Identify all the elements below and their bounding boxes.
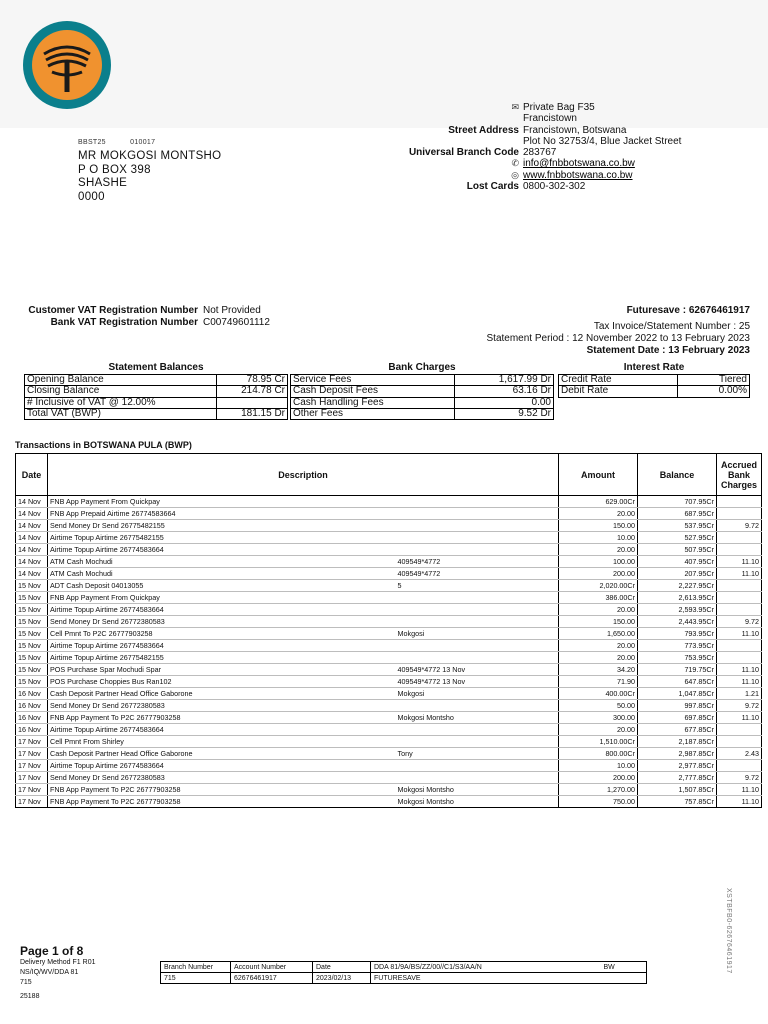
tx-description: Airtime Topup Airtime 26774583664 (48, 544, 396, 556)
tx-date: 16 Nov (16, 724, 48, 736)
tx-accrued-charges: 11.10 (717, 556, 762, 568)
tx-accrued-charges (717, 640, 762, 652)
tx-balance: 2,977.85Cr (638, 760, 717, 772)
footer-header-cell: Date (313, 962, 371, 973)
tx-reference: 5 (396, 580, 559, 592)
tx-reference (396, 724, 559, 736)
recipient-address (78, 150, 221, 204)
tx-amount: 10.00 (559, 532, 638, 544)
tx-amount: 71.90 (559, 676, 638, 688)
transaction-row (16, 772, 762, 784)
tx-amount: 750.00 (559, 796, 638, 808)
tx-accrued-charges (717, 532, 762, 544)
tx-amount: 300.00 (559, 712, 638, 724)
website-link[interactable]: www.fnbbotswana.co.bw (523, 169, 633, 181)
footer-value-cell: FUTURESAVE (371, 973, 601, 984)
tx-date: 16 Nov (16, 712, 48, 724)
tx-balance: 687.95Cr (638, 508, 717, 520)
tx-reference (396, 640, 559, 652)
statement-info (487, 305, 751, 357)
tx-reference: Mokgosi (396, 688, 559, 700)
tx-description: FNB App Payment To P2C 26777903258 (48, 712, 396, 724)
transaction-row (16, 736, 762, 748)
interest-label: Credit Rate (559, 375, 678, 386)
footer-value-cell: 62676461917 (231, 973, 313, 984)
tx-description: Airtime Topup Airtime 26775482155 (48, 652, 396, 664)
tx-description: ATM Cash Mochudi (48, 556, 396, 568)
tx-date: 15 Nov (16, 580, 48, 592)
balance-row (25, 397, 288, 408)
email-link[interactable]: info@fnbbotswana.co.bw (523, 158, 635, 170)
tx-reference (396, 772, 559, 784)
footer-value-cell: 715 (161, 973, 231, 984)
tx-accrued-charges (717, 760, 762, 772)
tx-reference (396, 604, 559, 616)
email-icon: ✆ (511, 158, 519, 169)
tx-description: FNB App Payment To P2C 26777903258 (48, 784, 396, 796)
transaction-row (16, 508, 762, 520)
interest-row (559, 375, 750, 386)
tx-balance: 719.75Cr (638, 664, 717, 676)
transaction-row (16, 520, 762, 532)
transaction-row (16, 544, 762, 556)
tx-description: Send Money Dr Send 26775482155 (48, 520, 396, 532)
footer-info (20, 958, 95, 1002)
tx-reference (396, 760, 559, 772)
tx-balance: 647.85Cr (638, 676, 717, 688)
tx-amount: 20.00 (559, 544, 638, 556)
street-address-line2: Plot No 32753/4, Blue Jacket Street (523, 135, 682, 147)
tx-reference: 409549*4772 (396, 556, 559, 568)
transaction-row (16, 592, 762, 604)
fnb-logo (22, 20, 112, 110)
tx-reference (396, 508, 559, 520)
footer-value-cell (601, 973, 647, 984)
tx-date: 14 Nov (16, 556, 48, 568)
tx-amount: 1,650.00 (559, 628, 638, 640)
balance-value: 78.95 Cr (217, 375, 288, 386)
branch-code-label: Universal Branch Code (408, 147, 519, 159)
page-number: Page 1 of 8 (20, 944, 84, 958)
balance-value: 181.15 Dr (217, 408, 288, 419)
tx-date: 15 Nov (16, 676, 48, 688)
transaction-row (16, 784, 762, 796)
transaction-row (16, 616, 762, 628)
tx-amount: 20.00 (559, 652, 638, 664)
tx-amount: 150.00 (559, 616, 638, 628)
street-address-label: Street Address (448, 124, 519, 136)
header-accrued-charges: Accrued Bank Charges (717, 454, 762, 496)
bank-vat-label: Bank VAT Registration Number (50, 317, 198, 328)
tx-date: 17 Nov (16, 760, 48, 772)
tx-accrued-charges (717, 652, 762, 664)
tx-amount: 1,270.00 (559, 784, 638, 796)
tx-balance: 407.95Cr (638, 556, 717, 568)
interest-rate-title: Interest Rate (623, 362, 685, 373)
tx-amount: 200.00 (559, 772, 638, 784)
header-description: Description (48, 454, 559, 496)
tx-accrued-charges: 9.72 (717, 772, 762, 784)
tx-amount: 150.00 (559, 520, 638, 532)
tx-balance: 527.95Cr (638, 532, 717, 544)
tx-amount: 800.00Cr (559, 748, 638, 760)
vat-registration (0, 305, 300, 329)
mailing-codes (78, 139, 177, 146)
transaction-row (16, 640, 762, 652)
tx-reference (396, 532, 559, 544)
tx-reference (396, 544, 559, 556)
tx-reference (396, 496, 559, 508)
delivery-method: Delivery Method F1 R01 (20, 959, 96, 966)
tx-balance: 537.95Cr (638, 520, 717, 532)
recipient-name: MR MOKGOSI MONTSHO (78, 150, 222, 162)
tx-accrued-charges: 11.10 (717, 568, 762, 580)
tx-date: 15 Nov (16, 652, 48, 664)
tx-amount: 34.20 (559, 664, 638, 676)
transactions-title: Transactions in BOTSWANA PULA (BWP) (15, 440, 192, 450)
tx-amount: 2,020.00Cr (559, 580, 638, 592)
tx-description: ADT Cash Deposit 04013055 (48, 580, 396, 592)
tx-accrued-charges: 11.10 (717, 784, 762, 796)
ns-code: NS/IQ/WV/DDA 81 (20, 969, 79, 976)
balance-value (217, 397, 288, 408)
interest-label: Debit Rate (559, 386, 678, 397)
charge-row (291, 408, 554, 419)
tx-description: Airtime Topup Airtime 26774583664 (48, 724, 396, 736)
mailing-code-2: 010017 (130, 139, 156, 146)
tx-date: 15 Nov (16, 604, 48, 616)
statement-date: Statement Date : 13 February 2023 (586, 345, 750, 356)
tx-balance: 793.95Cr (638, 628, 717, 640)
footer-header-cell: DDA 81/9A/BS/ZZ/00//C1/S3/AA/N (371, 962, 601, 973)
tx-date: 17 Nov (16, 796, 48, 808)
customer-vat-label: Customer VAT Registration Number (28, 305, 198, 316)
bank-vat-value: C00749601112 (203, 317, 270, 328)
tx-amount: 20.00 (559, 508, 638, 520)
tx-balance: 2,593.95Cr (638, 604, 717, 616)
charge-label: Cash Deposit Fees (291, 386, 455, 397)
tx-description: Airtime Topup Airtime 26774583664 (48, 760, 396, 772)
side-reference-code: XSTBFB0-62676461917 (725, 888, 732, 974)
branch-715: 715 (20, 979, 32, 986)
transaction-row (16, 496, 762, 508)
tx-accrued-charges (717, 604, 762, 616)
tx-amount: 1,510.00Cr (559, 736, 638, 748)
footer-value-row (161, 973, 647, 984)
bank-charges-title: Bank Charges (388, 362, 456, 373)
footer-code: 25188 (20, 993, 40, 1000)
tx-reference: 409549*4772 13 Nov (396, 676, 559, 688)
tx-description: POS Purchase Choppies Bus Ran102 (48, 676, 396, 688)
tx-balance: 697.85Cr (638, 712, 717, 724)
charge-label: Cash Handling Fees (291, 397, 455, 408)
postal-line1: Private Bag F35 (523, 102, 595, 113)
recipient-line2: SHASHE (78, 177, 128, 189)
tx-date: 14 Nov (16, 520, 48, 532)
tx-balance: 507.95Cr (638, 544, 717, 556)
tx-description: Airtime Topup Airtime 26775482155 (48, 532, 396, 544)
tx-date: 17 Nov (16, 784, 48, 796)
tx-description: Cash Deposit Partner Head Office Gaborone (48, 688, 396, 700)
tx-date: 17 Nov (16, 772, 48, 784)
tax-invoice-number: Tax Invoice/Statement Number : 25 (593, 321, 750, 332)
tx-reference (396, 616, 559, 628)
tx-balance: 753.95Cr (638, 652, 717, 664)
transaction-row (16, 532, 762, 544)
tx-reference: Mokgosi Montsho (396, 784, 559, 796)
transaction-row (16, 688, 762, 700)
tx-date: 15 Nov (16, 592, 48, 604)
tx-reference (396, 736, 559, 748)
tx-reference (396, 592, 559, 604)
interest-value: Tiered (678, 375, 750, 386)
tx-accrued-charges (717, 508, 762, 520)
mailing-code-1: BBST25 (78, 139, 106, 146)
transaction-row (16, 712, 762, 724)
tx-description: FNB App Payment From Quickpay (48, 592, 396, 604)
tx-description: Cash Deposit Partner Head Office Gaborone (48, 748, 396, 760)
tx-date: 15 Nov (16, 616, 48, 628)
tx-reference: Mokgosi (396, 628, 559, 640)
customer-vat-value: Not Provided (203, 305, 261, 316)
footer-header-cell: Account Number (231, 962, 313, 973)
tx-description: Send Money Dr Send 26772380583 (48, 772, 396, 784)
tx-description: FNB App Payment To P2C 26777903258 (48, 796, 396, 808)
transaction-row (16, 628, 762, 640)
transaction-row (16, 676, 762, 688)
tx-balance: 2,187.85Cr (638, 736, 717, 748)
tx-date: 14 Nov (16, 568, 48, 580)
tx-reference: 409549*4772 (396, 568, 559, 580)
tx-description: Cell Pmnt To P2C 26777903258 (48, 628, 396, 640)
tx-description: ATM Cash Mochudi (48, 568, 396, 580)
tx-reference: 409549*4772 13 Nov (396, 664, 559, 676)
transaction-row (16, 652, 762, 664)
tx-date: 17 Nov (16, 736, 48, 748)
tx-description: POS Purchase Spar Mochudi Spar (48, 664, 396, 676)
tx-description: Send Money Dr Send 26772380583 (48, 616, 396, 628)
charge-value: 63.16 Dr (455, 386, 554, 397)
recipient-line3: 0000 (78, 190, 105, 203)
tx-balance: 1,507.85Cr (638, 784, 717, 796)
tx-accrued-charges: 2.43 (717, 748, 762, 760)
tx-reference (396, 700, 559, 712)
tx-date: 14 Nov (16, 496, 48, 508)
tx-date: 14 Nov (16, 544, 48, 556)
balance-row (25, 375, 288, 386)
tx-accrued-charges (717, 496, 762, 508)
transaction-row (16, 580, 762, 592)
tx-reference (396, 652, 559, 664)
tx-amount: 20.00 (559, 724, 638, 736)
tx-description: FNB App Prepaid Airtime 26774583664 (48, 508, 396, 520)
tx-description: Send Money Dr Send 26772380583 (48, 700, 396, 712)
charge-label: Other Fees (291, 408, 455, 419)
tx-reference (396, 520, 559, 532)
balance-label: Opening Balance (25, 375, 217, 386)
tx-amount: 629.00Cr (559, 496, 638, 508)
charge-row (291, 397, 554, 408)
tx-accrued-charges: 9.72 (717, 616, 762, 628)
tx-date: 15 Nov (16, 628, 48, 640)
lost-cards-label: Lost Cards (466, 181, 519, 193)
tx-reference: Mokgosi Montsho (396, 712, 559, 724)
header-balance: Balance (638, 454, 717, 496)
tx-amount: 20.00 (559, 640, 638, 652)
mail-icon: ✉ (511, 102, 519, 112)
transaction-row (16, 724, 762, 736)
tx-amount: 200.00 (559, 568, 638, 580)
statement-balances-title: Statement Balances (108, 362, 204, 373)
tx-date: 14 Nov (16, 532, 48, 544)
tx-accrued-charges (717, 544, 762, 556)
tx-accrued-charges: 9.72 (717, 520, 762, 532)
charge-value: 9.52 Dr (455, 408, 554, 419)
tx-amount: 50.00 (559, 700, 638, 712)
transaction-row (16, 796, 762, 808)
tx-description: FNB App Payment From Quickpay (48, 496, 396, 508)
tx-accrued-charges: 11.10 (717, 628, 762, 640)
balance-label: Closing Balance (25, 386, 217, 397)
tx-amount: 100.00 (559, 556, 638, 568)
tx-accrued-charges (717, 580, 762, 592)
charge-row (291, 375, 554, 386)
tx-accrued-charges (717, 592, 762, 604)
footer-header-cell: BW (601, 962, 647, 973)
tx-balance: 757.85Cr (638, 796, 717, 808)
street-address-line1: Francistown, Botswana (523, 124, 627, 136)
tx-accrued-charges (717, 724, 762, 736)
tx-reference: Tony (396, 748, 559, 760)
statement-period: Statement Period : 12 November 2022 to 13 February 2023 (486, 333, 750, 344)
charge-value: 0.00 (455, 397, 554, 408)
balance-row (25, 386, 288, 397)
postal-line2: Francistown (523, 113, 577, 125)
charge-row (291, 386, 554, 397)
transaction-row (16, 556, 762, 568)
tx-amount: 400.00Cr (559, 688, 638, 700)
tx-accrued-charges: 11.10 (717, 796, 762, 808)
header-date: Date (16, 454, 48, 496)
charge-value: 1,617.99 Dr (455, 375, 554, 386)
tx-accrued-charges: 1.21 (717, 688, 762, 700)
recipient-line1: P O BOX 398 (78, 163, 151, 176)
balance-value: 214.78 Cr (217, 386, 288, 397)
branch-code-value: 283767 (523, 147, 557, 159)
transaction-row (16, 664, 762, 676)
globe-icon: ◎ (511, 169, 519, 180)
tx-date: 15 Nov (16, 664, 48, 676)
tx-reference: Mokgosi Montsho (396, 796, 559, 808)
tx-date: 16 Nov (16, 688, 48, 700)
tx-balance: 2,227.95Cr (638, 580, 717, 592)
tx-accrued-charges (717, 736, 762, 748)
tx-description: Airtime Topup Airtime 26774583664 (48, 640, 396, 652)
tx-accrued-charges: 9.72 (717, 700, 762, 712)
footer-header-cell: Branch Number (161, 962, 231, 973)
tx-balance: 997.85Cr (638, 700, 717, 712)
tx-description: Airtime Topup Airtime 26774583664 (48, 604, 396, 616)
footer-value-cell: 2023/02/13 (313, 973, 371, 984)
futuresave-account: Futuresave : 62676461917 (626, 305, 750, 316)
tx-accrued-charges: 11.10 (717, 664, 762, 676)
bank-charges-table (290, 374, 554, 420)
tx-accrued-charges: 11.10 (717, 676, 762, 688)
tx-balance: 2,777.85Cr (638, 772, 717, 784)
transaction-row (16, 604, 762, 616)
balance-label: # Inclusive of VAT @ 12.00% (25, 397, 217, 408)
balance-label: Total VAT (BWP) (25, 408, 217, 419)
transactions-table (15, 453, 762, 808)
tx-balance: 2,443.95Cr (638, 616, 717, 628)
tx-amount: 386.00Cr (559, 592, 638, 604)
transactions-header-row (16, 454, 762, 496)
balance-row (25, 408, 288, 419)
tx-balance: 707.95Cr (638, 496, 717, 508)
tx-date: 16 Nov (16, 700, 48, 712)
tx-amount: 20.00 (559, 604, 638, 616)
interest-row (559, 386, 750, 397)
lost-cards-phone: 0800-302-302 (523, 181, 586, 193)
tx-balance: 2,613.95Cr (638, 592, 717, 604)
tx-balance: 207.95Cr (638, 568, 717, 580)
tx-balance: 773.95Cr (638, 640, 717, 652)
footer-header-row (161, 962, 647, 973)
footer-account-table (160, 961, 647, 984)
transaction-row (16, 700, 762, 712)
statement-balances-table (24, 374, 288, 420)
tx-date: 15 Nov (16, 640, 48, 652)
interest-rate-table (558, 374, 750, 398)
tx-amount: 10.00 (559, 760, 638, 772)
tx-balance: 677.85Cr (638, 724, 717, 736)
tx-balance: 2,987.85Cr (638, 748, 717, 760)
transaction-row (16, 760, 762, 772)
charge-label: Service Fees (291, 375, 455, 386)
bank-contact-info (380, 102, 760, 192)
header-amount: Amount (559, 454, 638, 496)
transaction-row (16, 748, 762, 760)
tx-date: 17 Nov (16, 748, 48, 760)
interest-value: 0.00% (678, 386, 750, 397)
transaction-row (16, 568, 762, 580)
tx-accrued-charges: 11.10 (717, 712, 762, 724)
tx-balance: 1,047.85Cr (638, 688, 717, 700)
tx-date: 14 Nov (16, 508, 48, 520)
tx-description: Cell Pmnt From Shirley (48, 736, 396, 748)
